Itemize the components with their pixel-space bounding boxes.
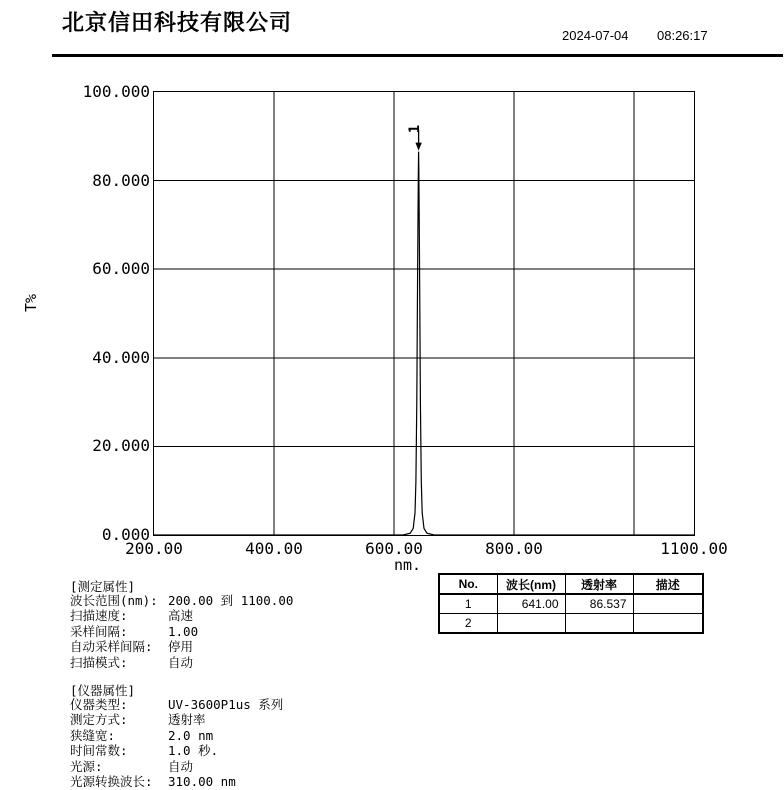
cell-no: 1 [439,594,497,614]
y-tick-label: 40.000 [92,348,150,367]
property-label: 采样间隔: [70,623,128,639]
y-tick-label: 80.000 [92,171,150,190]
y-tick-label: 0.000 [101,525,150,544]
measurement-properties-section [0,577,430,673]
property-label: 自动采样间隔: [70,639,153,654]
property-label: 光源: [70,758,103,774]
y-axis-title: T% [22,293,41,313]
property-label: 仪器类型: [70,696,128,712]
property-value: 高速 [168,608,194,623]
col-header-description: 描述 [633,574,703,594]
property-label: 狭缝宽: [70,727,116,743]
property-value: 停用 [168,639,194,654]
table-row [439,594,703,614]
section-title: [测定属性] [70,579,136,594]
property-label: 时间常数: [70,743,128,758]
cell-transmittance: 86.537 [565,594,633,614]
peak-number-label: 1 [407,124,424,134]
col-header-no: No. [439,574,497,594]
spectrum-svg [154,92,694,535]
cell-transmittance [565,614,633,634]
property-label: 测定方式: [70,712,128,727]
peak-table-header-row [439,574,703,594]
col-header-transmittance: 透射率 [565,574,633,594]
x-axis-title: nm. [394,556,422,574]
property-value: 200.00 到 1100.00 [168,592,294,608]
property-label: 光源转换波长: [70,774,153,789]
property-value: 透射率 [168,712,206,727]
report-time: 08:26:17 [657,28,708,43]
x-tick-label: 200.00 [125,539,183,558]
x-tick-label: 400.00 [245,539,303,558]
cell-description [633,594,703,614]
company-title: 北京信田科技有限公司 [62,10,293,35]
x-tick-label: 600.00 [365,539,423,558]
section-title: [仪器属性] [70,683,136,698]
col-header-wavelength: 波长(nm) [497,574,565,594]
cell-no: 2 [439,614,497,634]
cell-description [633,614,703,634]
property-value: 310.00 nm [168,774,236,789]
property-label: 扫描模式: [70,654,128,670]
property-value: 自动 [168,654,194,670]
table-row [439,614,703,634]
property-value: 2.0 nm [168,727,214,743]
spectrum-plot [153,91,695,536]
x-tick-label: 800.00 [485,539,543,558]
property-value: UV-3600P1us 系列 [168,696,284,712]
instrument-properties-section [0,681,430,789]
y-tick-label: 60.000 [92,259,150,278]
property-value: 1.0 秒. [168,743,219,758]
report-date: 2024-07-04 [562,28,629,43]
y-tick-label: 20.000 [92,436,150,455]
property-value: 1.00 [168,623,199,639]
property-label: 扫描速度: [70,608,128,623]
cell-wavelength: 641.00 [497,594,565,614]
property-label: 波长范围(nm): [70,592,158,608]
y-tick-label: 100.000 [82,82,150,101]
x-tick-label: 1100.00 [660,539,728,558]
cell-wavelength [497,614,565,634]
header-divider [52,54,783,57]
property-value: 自动 [168,758,194,774]
peak-table [438,573,704,634]
